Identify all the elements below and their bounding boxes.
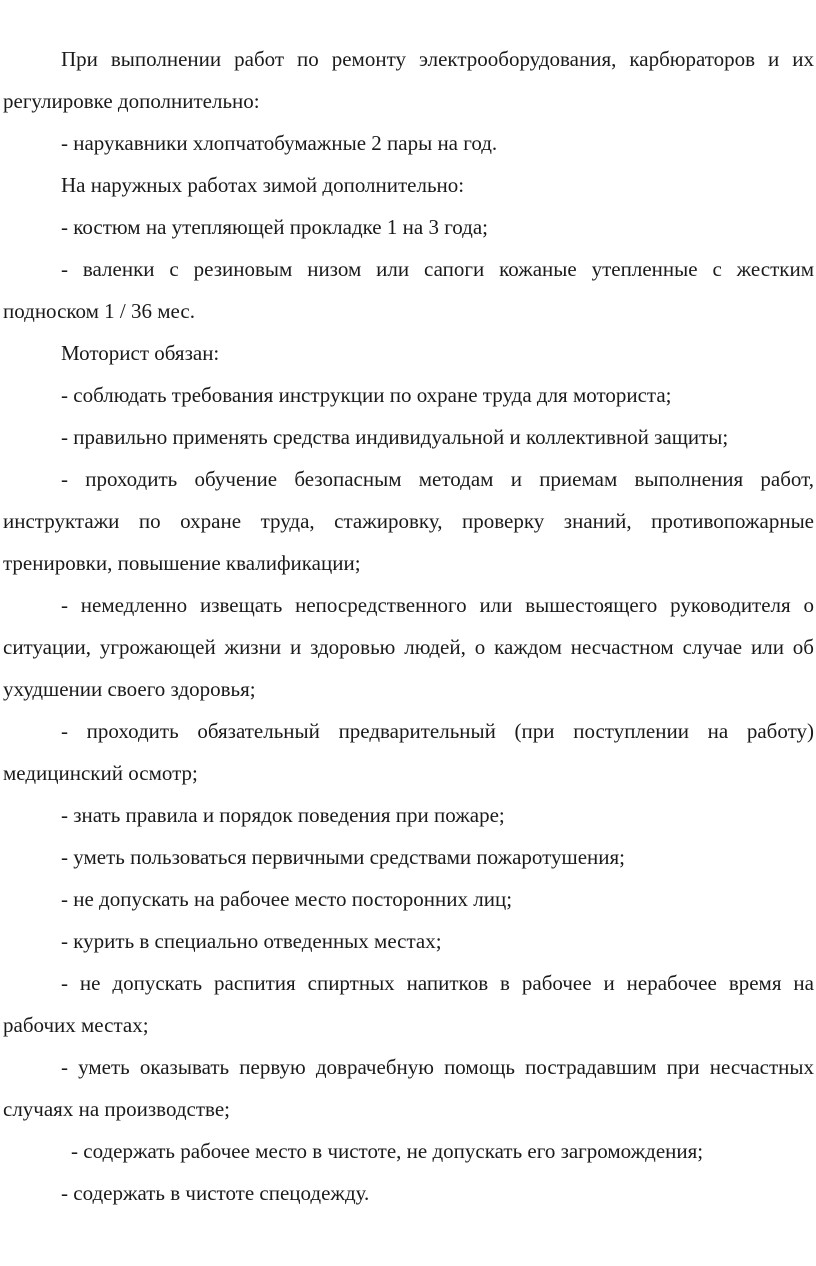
duty-clean-workplace: - содержать рабочее место в чистоте, не допускать его загромождения;	[71, 1139, 704, 1163]
duty-no-strangers: - не допускать на рабочее место посторонних лиц;	[61, 887, 513, 911]
duty-training: - проходить обучение безопасным методам и приемам выполнения работ, инструктажи по охране труда, стажировку, проверку знаний, противопожарные тренировки, повышение квалификации;	[3, 467, 814, 575]
duty-no-alcohol: - не допускать распития спиртных напитков в рабочее и нерабочее время на рабочих местах;	[3, 971, 814, 1037]
duty-follow-instructions: - соблюдать требования инструкции по охране труда для моториста;	[61, 383, 672, 407]
duty-use-protection: - правильно применять средства индивидуальной и коллективной защиты;	[61, 425, 729, 449]
intro-electrical-work: При выполнении работ по ремонту электрооборудования, карбюраторов и их регулировке дополнительно:	[3, 47, 814, 113]
item-sleeves: - нарукавники хлопчатобумажные 2 пары на год.	[61, 131, 498, 155]
duty-clean-workwear: - содержать в чистоте спецодежду.	[61, 1181, 370, 1205]
duty-fire-rules: - знать правила и порядок поведения при пожаре;	[61, 803, 505, 827]
duties-heading: Моторист обязан:	[61, 341, 220, 365]
item-insulated-suit: - костюм на утепляющей прокладке 1 на 3 года;	[61, 215, 489, 239]
duty-medical-exam: - проходить обязательный предварительный (при поступлении на работу) медицинский осмотр;	[3, 719, 814, 785]
item-felt-boots: - валенки с резиновым низом или сапоги кожаные утепленные с жестким подноском 1 / 36 мес.	[3, 257, 814, 323]
duty-fire-extinguishers: - уметь пользоваться первичными средствами пожаротушения;	[61, 845, 625, 869]
outdoor-winter-heading: На наружных работах зимой дополнительно:	[61, 173, 465, 197]
duty-report-incidents: - немедленно извещать непосредственного или вышестоящего руководителя о ситуации, угрожающей жизни и здоровью людей, о каждом несчастном случае или об ухудшении своего здоровья;	[3, 593, 814, 701]
duty-first-aid: - уметь оказывать первую доврачебную помощь пострадавшим при несчастных случаях на производстве;	[3, 1055, 814, 1121]
duty-smoking-areas: - курить в специально отведенных местах;	[61, 929, 442, 953]
